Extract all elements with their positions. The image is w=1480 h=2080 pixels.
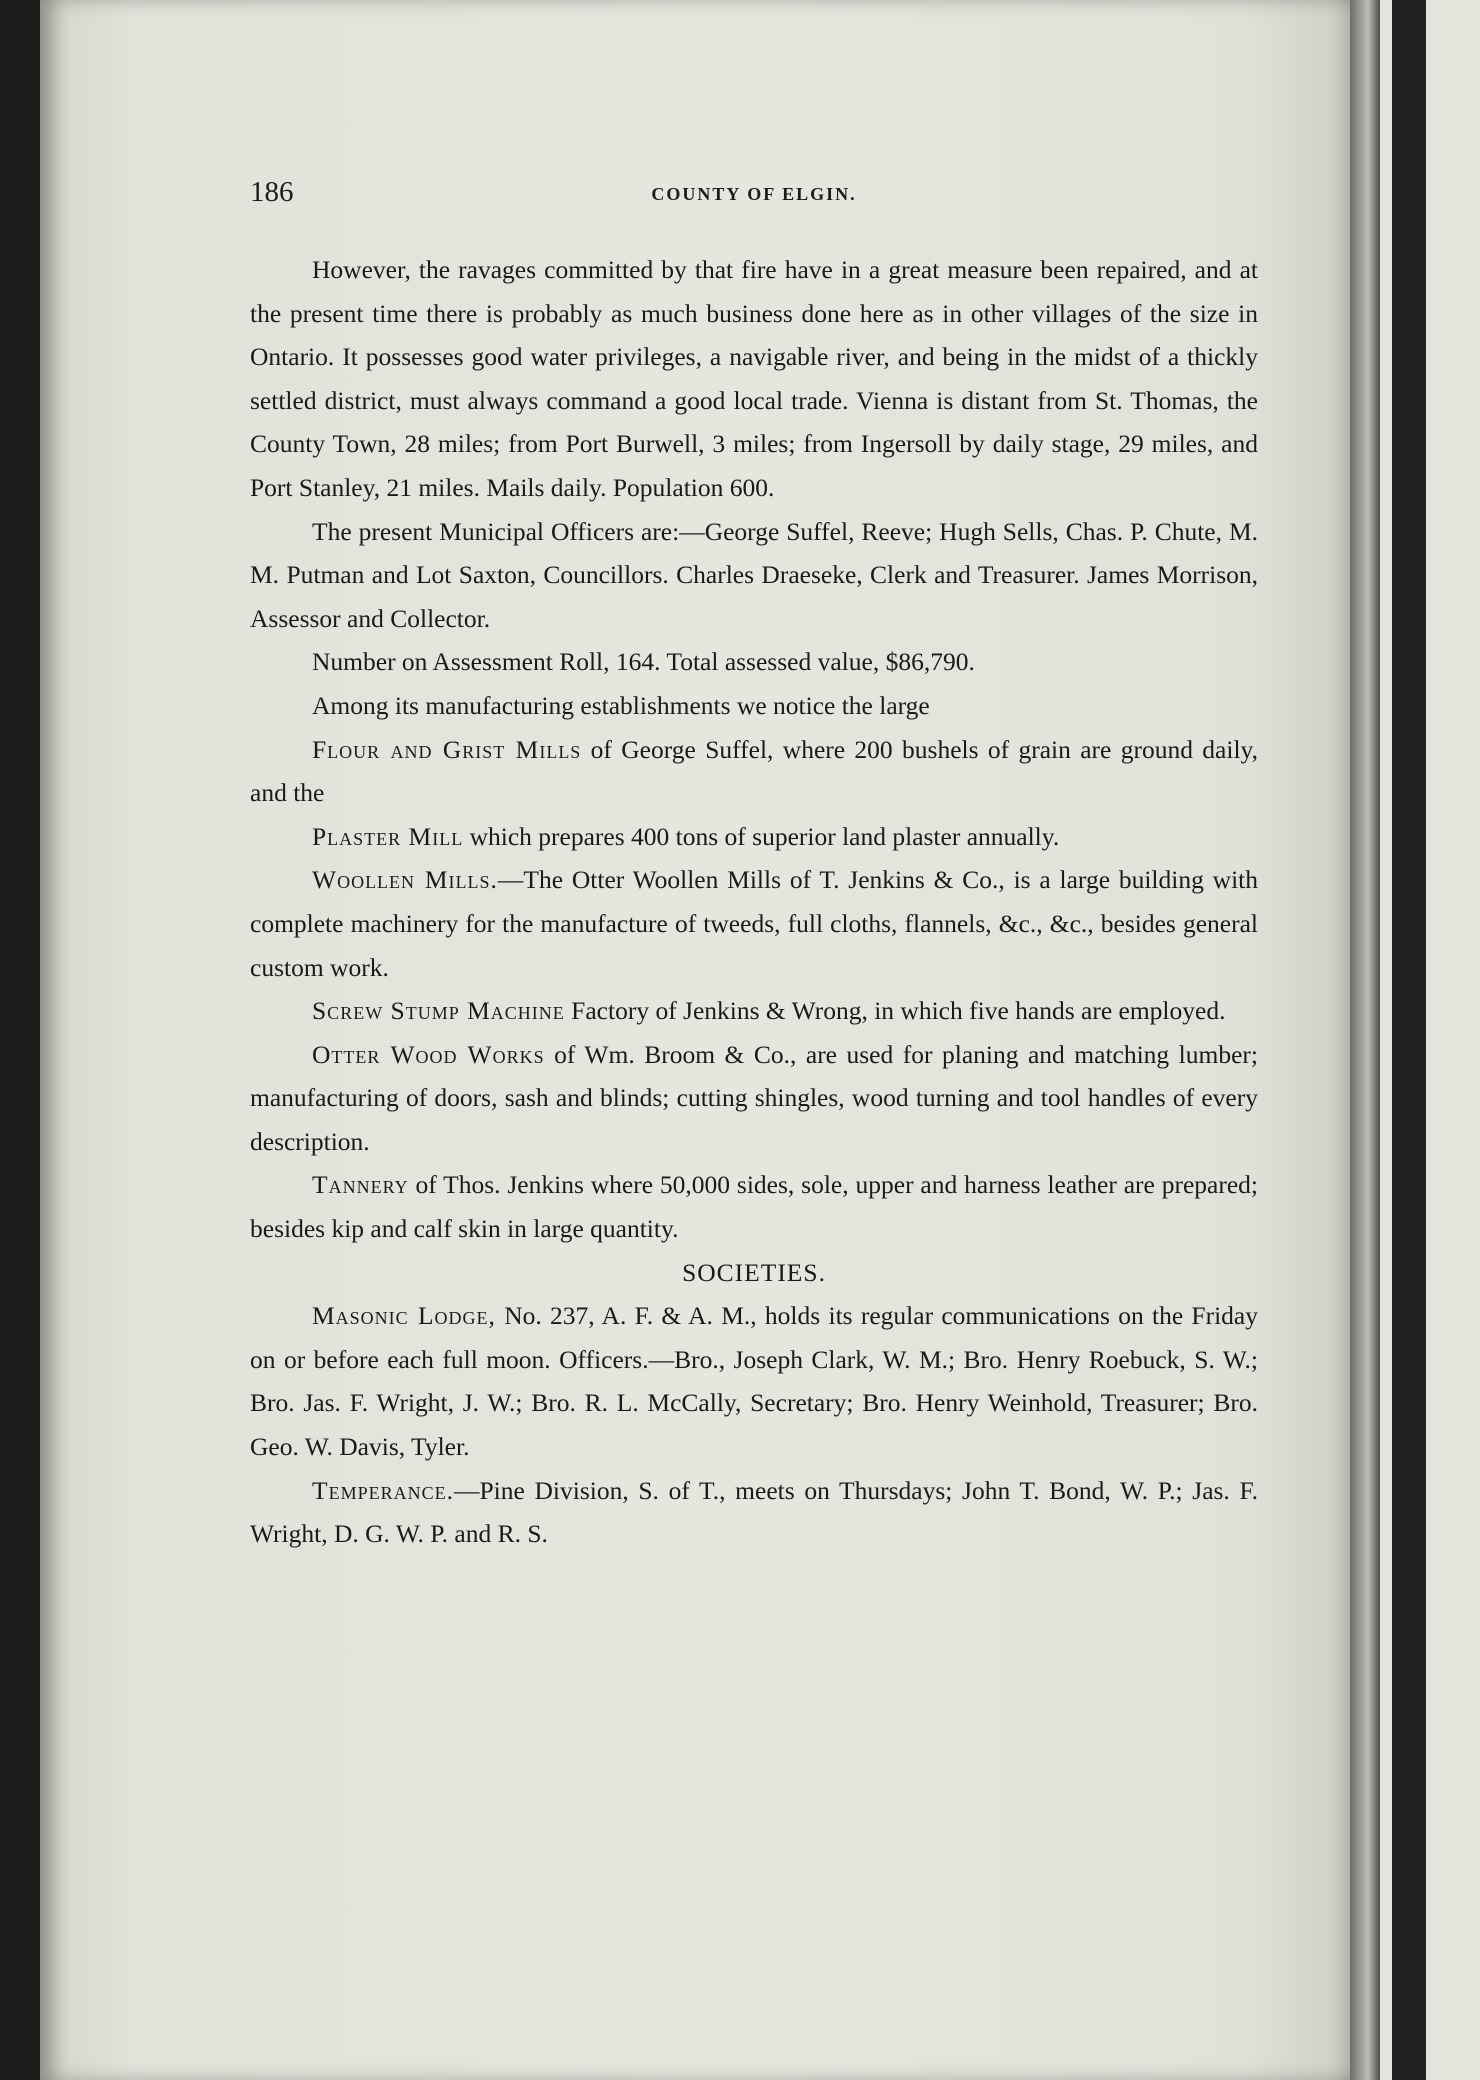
paragraph-vienna-description: However, the ravages committed by that fire have in a great measure been repaired, and at the present time there is probably as much business done here as in other villages of the size in Ontario. It possesses good water privileges, a navigable river, and being in the midst of a thickly settled district, must always command a good local trade. Vienna is distant from St. Thomas, the County Town, 28 miles; from Port Burwell, 3 miles; from Ingersoll by daily stage, 29 miles, and Port Stanley, 21 miles. Mails daily. Population 600. — [250, 255, 1258, 502]
paragraph-masonic-lodge — [250, 1294, 1258, 1468]
lead-plaster-mill: Plaster Mill — [312, 821, 464, 851]
paragraph-otter-wood-works — [250, 1033, 1258, 1164]
text-otter-wood-works: of Wm. Broom & Co., are used for planing and matching lumber; manufacturing of doors, sash and blinds; cutting shingles, wood turning and tool handles of every description. — [250, 1039, 1258, 1156]
binding-shadow — [1392, 0, 1426, 2080]
lead-masonic-lodge: Masonic Lodge, — [312, 1301, 496, 1331]
text-woollen-mills: —The Otter Woollen Mills of T. Jenkins & Co., is a large building with complete machinery for the manufacture of tweeds, full cloths, flannels, &c., &c., besides general custom work. — [250, 865, 1258, 982]
facing-page-edge — [1380, 0, 1480, 2080]
text-flour-mills: of George Suffel, where 200 bushels of grain are ground daily, and the — [250, 734, 1258, 808]
book-spine — [1350, 0, 1380, 2080]
lead-otter-wood-works: Otter Wood Works — [312, 1039, 545, 1069]
paragraph-woollen-mills — [250, 858, 1258, 989]
text-tannery: of Thos. Jenkins where 50,000 sides, sole, upper and harness leather are prepared; besides kip and calf skin in large quantity. — [250, 1170, 1258, 1244]
lead-temperance: Temperance. — [312, 1475, 454, 1505]
text-masonic-lodge: No. 237, A. F. & A. M., holds its regular communications on the Friday on or before each full moon. Officers.—Bro., Joseph Clark, W. M.; Bro. Henry Roebuck, S. W.; Bro. Jas. F. Wright, J. W.; Bro. R. L. McCally, Secretary; Bro. Henry Weinhold, Treasurer; Bro. Geo. W. Davis, Tyler. — [250, 1301, 1259, 1462]
paragraph-assessment-roll: Number on Assessment Roll, 164. Total assessed value, $86,790. — [312, 647, 975, 677]
societies-heading: SOCIETIES. — [682, 1257, 826, 1287]
text-plaster-mill: which prepares 400 tons of superior land plaster annually. — [463, 821, 1060, 851]
lead-flour-mills: Flour and Grist Mills — [312, 734, 582, 764]
paragraph-flour-mills — [250, 728, 1258, 815]
lead-tannery: Tannery — [312, 1170, 409, 1200]
lead-woollen-mills: Woollen Mills. — [312, 865, 498, 895]
paragraph-manufacturing-intro: Among its manufacturing establishments we notice the large — [312, 690, 930, 720]
paragraph-temperance — [250, 1469, 1258, 1556]
paragraph-screw-stump-machine — [250, 989, 1258, 1033]
paragraph-plaster-mill — [250, 815, 1258, 859]
lead-screw-stump-machine: Screw Stump Machine — [312, 996, 565, 1026]
text-screw-stump-machine: Factory of Jenkins & Wrong, in which five hands are employed. — [564, 996, 1226, 1026]
page-header — [250, 176, 1258, 216]
text-temperance: —Pine Division, S. of T., meets on Thursdays; John T. Bond, W. P.; Jas. F. Wright, D. G. W. P. and R. S. — [250, 1475, 1258, 1549]
paragraph-tannery — [250, 1163, 1258, 1250]
body-text — [250, 248, 1258, 1556]
paragraph-municipal-officers: The present Municipal Officers are:—George Suffel, Reeve; Hugh Sells, Chas. P. Chute, M. M. Putman and Lot Saxton, Councillors. Charles Draeseke, Clerk and Treasurer. James Morrison, Assessor and Collector. — [250, 516, 1258, 633]
running-head: COUNTY OF ELGIN. — [651, 184, 857, 204]
page-number: 186 — [250, 176, 294, 208]
